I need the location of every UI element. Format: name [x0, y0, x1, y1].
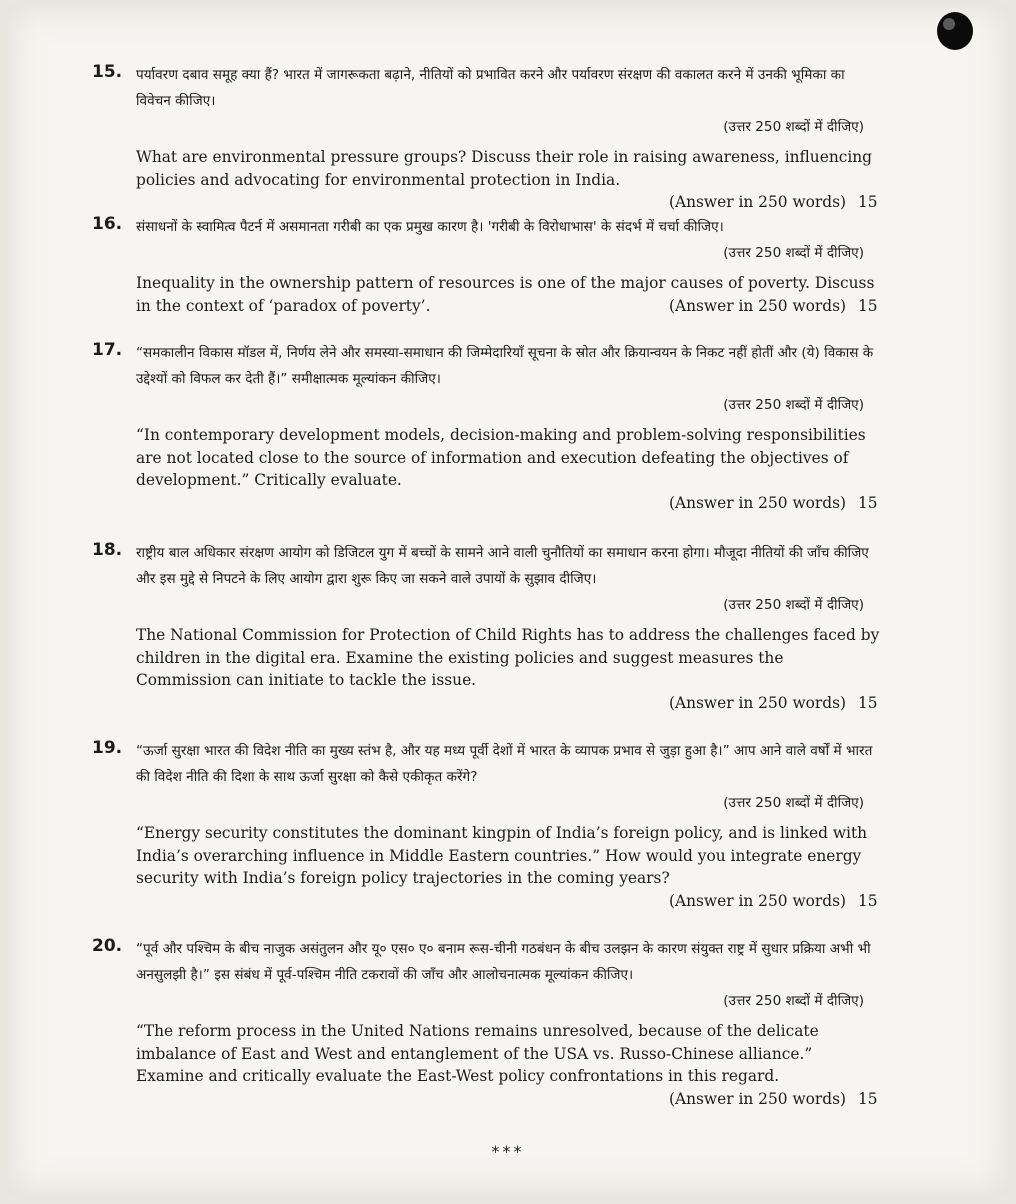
hindi-word-limit: (उत्तर 250 शब्दों में दीजिए)	[723, 993, 864, 1009]
hindi-question: “ऊर्जा सुरक्षा भारत की विदेश नीति का मुख्य स्तंभ है, और यह मध्य पूर्वी देशों में भारत के व्यापक प्रभाव से जुड़ा हुआ है।” आप आने वाले वर्षों में भारत की विदेश नीति की दिशा के साथ ऊर्जा सुरक्षा को कैसे एकीकृत करेंगे? (उत्तर 250 शब्दों में दीजिए)	[136, 738, 882, 816]
hindi-word-limit: (उत्तर 250 शब्दों में दीजिए)	[723, 245, 864, 261]
question-number: 19.	[92, 738, 123, 758]
hindi-word-limit: (उत्तर 250 शब्दों में दीजिए)	[723, 397, 864, 413]
english-question: The National Commission for Protection of Child Rights has to address the challenges faced by children in the digital era. Examine the existing policies and suggest measures the Commission can initiate to tackle the issue.	[136, 626, 880, 689]
answer-line	[136, 191, 882, 214]
word-limit: (Answer in 250 words)	[668, 891, 846, 910]
english-question: What are environmental pressure groups? Discuss their role in raising awareness, influencing policies and advocating for environmental protection in India.	[136, 148, 873, 189]
punch-hole	[937, 12, 973, 50]
hindi-word-limit: (उत्तर 250 शब्दों में दीजिए)	[723, 795, 864, 811]
hindi-question: “पूर्व और पश्चिम के बीच नाजुक असंतुलन और यू० एस० ए० बनाम रूस-चीनी गठबंधन के बीच उलझन के कारण संयुक्त राष्ट्र में सुधार प्रक्रिया अभी भी अनसुलझी है।” इस संबंध में पूर्व-पश्चिम नीति टकरावों की जाँच और आलोचनात्मक मूल्यांकन कीजिए। (उत्तर 250 शब्दों में दीजिए)	[136, 936, 882, 1014]
question-19	[92, 738, 882, 912]
question-16	[92, 214, 882, 317]
marks: 15	[858, 493, 878, 512]
question-number: 17.	[92, 340, 123, 360]
english-question: “In contemporary development models, decision-making and problem-solving responsibilities are not located close to the source of information and execution defeating the objectives of development.” Critically evaluate.	[136, 426, 866, 489]
word-limit: (Answer in 250 words)	[668, 296, 846, 315]
question-18	[92, 540, 882, 714]
answer-line	[136, 692, 882, 715]
hindi-question: संसाधनों के स्वामित्व पैटर्न में असमानता गरीबी का एक प्रमुख कारण है। 'गरीबी के विरोधाभास' के संदर्भ में चर्चा कीजिए। (उत्तर 250 शब्दों में दीजिए)	[136, 214, 882, 266]
answer-line	[136, 492, 882, 515]
answer-line	[136, 890, 882, 913]
question-20	[92, 936, 882, 1110]
question-number: 20.	[92, 936, 123, 956]
marks: 15	[858, 193, 878, 211]
hindi-question: पर्यावरण दबाव समूह क्या हैं? भारत में जागरूकता बढ़ाने, नीतियों को प्रभावित करने और पर्यावरण संरक्षण की वकालत करने में उनकी भूमिका का विवेचन कीजिए। (उत्तर 250 शब्दों में दीजिए)	[136, 62, 882, 140]
question-15	[92, 62, 882, 214]
english-question: “The reform process in the United Nations remains unresolved, because of the delicate imbalance of East and West and entanglement of the USA vs. Russo-Chinese alliance.” Examine and critically evaluate the East-West policy confrontations in this regard.	[136, 1022, 819, 1085]
word-limit: (Answer in 250 words)	[668, 193, 846, 211]
english-question: “Energy security constitutes the dominant kingpin of India’s foreign policy, and is linked with India’s overarching influence in Middle Eastern countries.” How would you integrate energy security with India’s foreign policy trajectories in the coming years?	[136, 824, 868, 887]
answer-line	[669, 295, 882, 318]
end-marker: ***	[491, 1142, 525, 1161]
marks: 15	[858, 296, 878, 315]
marks: 15	[858, 1089, 878, 1108]
word-limit: (Answer in 250 words)	[668, 1089, 846, 1108]
english-question: Inequality in the ownership pattern of resources is one of the major causes of poverty. Discuss in the context of ‘paradox of poverty’. (Answer in 250 words) 15	[136, 272, 882, 317]
word-limit: (Answer in 250 words)	[668, 693, 846, 712]
question-number: 15.	[92, 62, 123, 82]
hindi-word-limit: (उत्तर 250 शब्दों में दीजिए)	[723, 119, 864, 135]
hindi-word-limit: (उत्तर 250 शब्दों में दीजिए)	[723, 597, 864, 613]
question-number: 16.	[92, 214, 123, 234]
question-number: 18.	[92, 540, 123, 560]
marks: 15	[858, 693, 878, 712]
marks: 15	[858, 891, 878, 910]
question-17	[92, 340, 882, 514]
answer-line	[136, 1088, 882, 1111]
hindi-question: “समकालीन विकास मॉडल में, निर्णय लेने और समस्या-समाधान की जिम्मेदारियाँ सूचना के स्रोत और क्रियान्वयन के निकट नहीं होतीं और (ये) विकास के उद्देश्यों को विफल कर देती हैं।” समीक्षात्मक मूल्यांकन कीजिए। (उत्तर 250 शब्दों में दीजिए)	[136, 340, 882, 418]
word-limit: (Answer in 250 words)	[668, 493, 846, 512]
hindi-question: राष्ट्रीय बाल अधिकार संरक्षण आयोग को डिजिटल युग में बच्चों के सामने आने वाली चुनौतियों का समाधान करना होगा। मौजूदा नीतियों की जाँच कीजिए और इस मुद्दे से निपटने के लिए आयोग द्वारा शुरू किए जा सकने वाले उपायों के सुझाव दीजिए। (उत्तर 250 शब्दों में दीजिए)	[136, 540, 882, 618]
exam-page	[8, 4, 1008, 1196]
